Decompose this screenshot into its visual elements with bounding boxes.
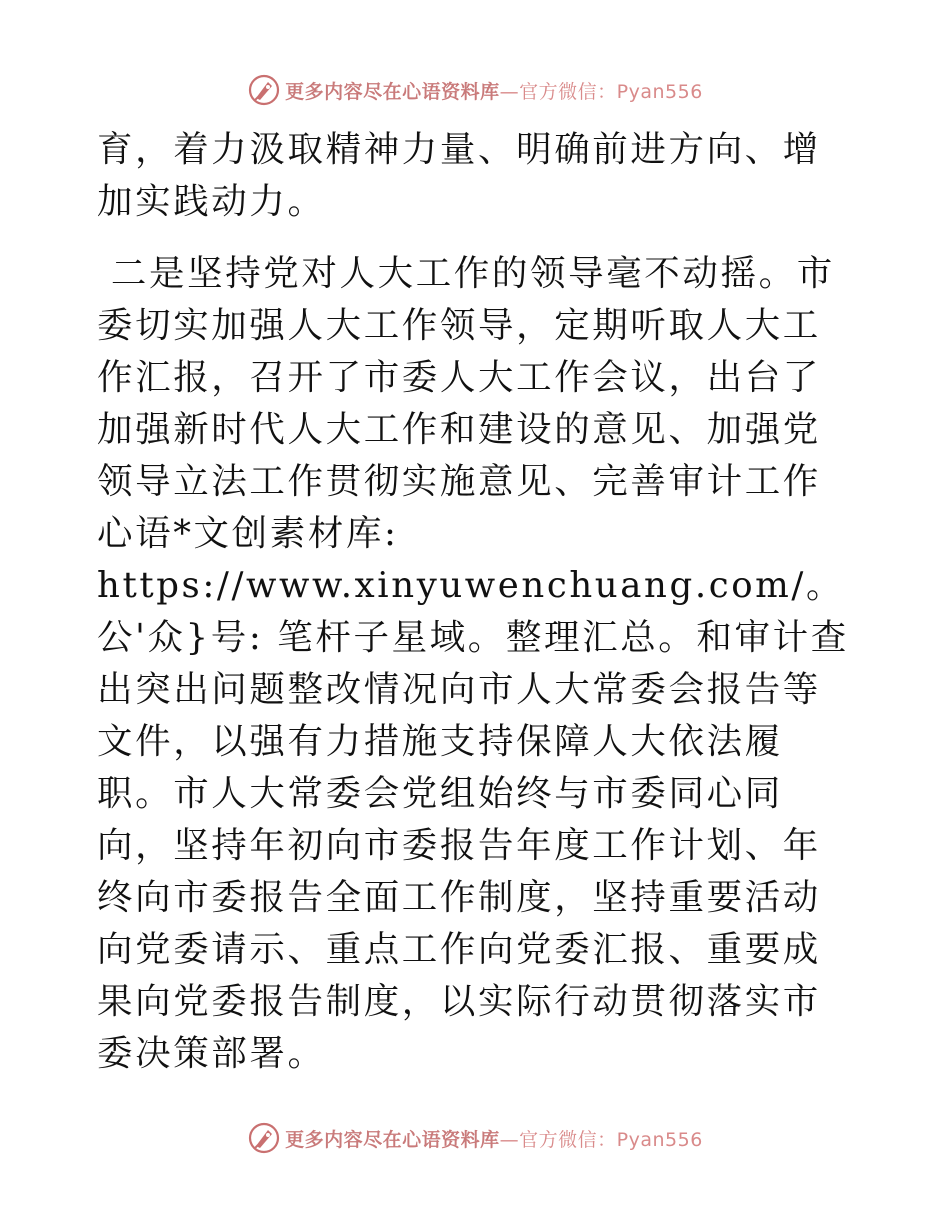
footer-watermark-text: 更多内容尽在心语资料库—官方微信：Pyan556 [285,1128,703,1151]
footer-watermark-banner [0,1118,950,1158]
header-watermark-text: 更多内容尽在心语资料库—官方微信：Pyan556 [285,80,703,103]
header-watermark-banner [0,70,950,110]
pen-nib-logo-icon [247,1121,281,1155]
pen-nib-logo-icon [247,73,281,107]
paragraph-continuation: 育，着力汲取精神力量、明确前进方向、增加实践动力。 [97,129,821,222]
document-body [97,124,853,1080]
paragraph-main: 二是坚持党对人大工作的领导毫不动摇。市委切实加强人大工作领导，定期听取人大工作汇报，召开了市委人大工作会议，出台了加强新时代人大工作和建设的意见、加强党领导立法工作贯彻实施意见、完善审计工作心语*文创素材库: https://www.xinyuwenchuang.com/。公'众}号: 笔杆子星域。整理汇总。和审计查出突出问题整改情况向市人大常委会报告等文件，以强有力措施支持保障人大依法履职。市人大常委会党组始终与市委同心同向，坚持年初向市委报告年度工作计划、年终向市委报告全面工作制度，坚持重要活动向党委请示、重点工作向党委汇报、重要成果向党委报告制度，以实际行动贯彻落实市委决策部署。 [97,253,849,1074]
